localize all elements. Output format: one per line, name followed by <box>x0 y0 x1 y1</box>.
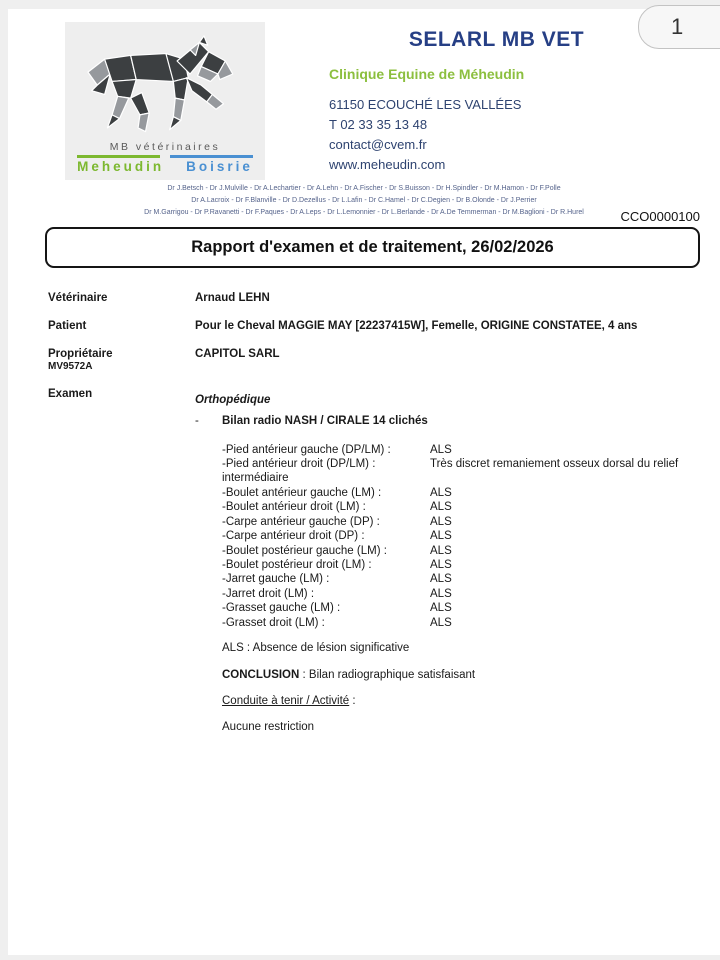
clinic-address-block <box>329 95 664 176</box>
finding-label: -Pied antérieur gauche (DP/LM) : <box>222 443 391 456</box>
logo-divider-green <box>77 155 160 158</box>
company-name: SELARL MB VET <box>408 28 585 51</box>
doctors-line: Dr M.Garrigou - Dr P.Ravanetti - Dr F.Paques - Dr A.Leps - Dr L.Lemonnier - Dr L.Berlande - Dr A.De Temmerman - Dr M.Baglioni - Dr R.Hurel <box>144 208 584 216</box>
finding-row <box>222 443 700 457</box>
logo-name-boisrie: Boisrie <box>186 159 253 174</box>
owner-label: Propriétaire <box>48 347 113 360</box>
finding-value: ALS <box>430 573 452 586</box>
finding-row <box>222 529 700 543</box>
finding-row <box>222 601 700 615</box>
field-patient <box>48 320 700 332</box>
logo-names <box>77 159 253 174</box>
conduct-label: Conduite à tenir / Activité <box>222 694 350 707</box>
finding-row <box>222 486 700 500</box>
finding-row <box>222 500 700 514</box>
finding-value: ALS <box>430 602 452 615</box>
finding-value: ALS <box>430 501 452 514</box>
owner-code: MV9572A <box>48 360 93 372</box>
page-number: 1 <box>671 14 684 39</box>
exam-category: Orthopédique <box>195 393 271 406</box>
conclusion-text: : Bilan radiographique satisfaisant <box>299 668 476 681</box>
doctors-line: Dr A.Lacroix - Dr F.Blanville - Dr D.Dezellus - Dr L.Lafin - Dr C.Hamel - Dr C.Degien - Dr B.Olonde - Dr J.Perrier <box>191 196 537 204</box>
finding-value: ALS <box>430 587 452 600</box>
conclusion-line <box>222 669 700 681</box>
address-line: 61150 ECOUCHÉ LES VALLÉES <box>329 97 522 112</box>
conduct-line <box>222 695 700 707</box>
field-label: Vétérinaire <box>48 291 108 304</box>
field-value: Pour le Cheval MAGGIE MAY [22237415W], Femelle, ORIGINE CONSTATEE, 4 ans <box>195 319 638 332</box>
finding-label: -Jarret gauche (LM) : <box>222 573 330 586</box>
report-title-box <box>45 227 700 268</box>
logo-divider <box>77 155 253 158</box>
finding-label: -Jarret droit (LM) : <box>222 587 315 600</box>
doctors-line: Dr J.Betsch - Dr J.Mulville - Dr A.Lechartier - Dr A.Lehn - Dr A.Fischer - Dr S.Buisson - Dr H.Spindler - Dr M.Hamon - Dr F.Polle <box>167 185 561 192</box>
finding-label: -Boulet antérieur gauche (LM) : <box>222 486 382 499</box>
document-reference: CCO0000100 <box>620 209 700 224</box>
radio-findings-list <box>222 443 700 630</box>
finding-row: intermédiaire <box>222 472 289 485</box>
als-definition: ALS : Absence de lésion significative <box>222 641 410 654</box>
field-label: Patient <box>48 319 87 332</box>
finding-label: -Pied antérieur droit (DP/LM) : <box>222 458 376 471</box>
logo-name-meheudin: Meheudin <box>77 159 165 174</box>
website-line: www.meheudin.com <box>329 157 446 173</box>
bullet-marker: - <box>195 414 199 427</box>
page-number-badge <box>638 5 720 49</box>
finding-label: -Carpe antérieur droit (DP) : <box>222 530 365 543</box>
field-label <box>48 348 195 372</box>
phone-line: T 02 33 35 13 48 <box>329 117 428 133</box>
conduct-suffix: : <box>349 694 356 707</box>
finding-value: ALS <box>430 443 452 456</box>
finding-row <box>222 558 700 572</box>
report-title: Rapport d'examen et de traitement, 26/02/2026 <box>191 237 554 256</box>
finding-row <box>222 457 700 471</box>
clinic-name: Clinique Equine de Méheudin <box>329 66 525 82</box>
finding-row <box>222 616 700 630</box>
finding-value: ALS <box>430 530 452 543</box>
bullet-text: Bilan radio NASH / CIRALE 14 clichés <box>222 414 428 427</box>
letterhead-contact-block <box>329 22 664 180</box>
finding-value: ALS <box>430 515 452 528</box>
report-body <box>8 268 720 733</box>
finding-value: ALS <box>430 544 452 557</box>
document-page <box>8 9 720 955</box>
finding-label: -Carpe antérieur gauche (DP) : <box>222 515 380 528</box>
finding-label: -Grasset droit (LM) : <box>222 616 325 629</box>
finding-value: ALS <box>430 558 452 571</box>
logo-brand-text: MB vétérinaires <box>109 141 221 153</box>
finding-value: ALS <box>430 486 452 499</box>
doctors-list <box>8 183 720 219</box>
field-label: Examen <box>48 387 93 400</box>
conclusion-label: CONCLUSION <box>222 668 300 681</box>
exam-bullet-item <box>195 415 700 427</box>
letterhead <box>8 9 720 180</box>
logo-divider-blue <box>170 155 253 158</box>
exam-block <box>195 388 700 733</box>
email-line: contact@cvem.fr <box>329 137 427 153</box>
finding-row <box>222 515 700 529</box>
field-owner <box>48 348 700 372</box>
field-value: Arnaud LEHN <box>195 291 270 304</box>
finding-row <box>222 587 700 601</box>
field-veterinarian <box>48 292 700 304</box>
finding-label: -Boulet postérieur droit (LM) : <box>222 558 372 571</box>
field-value: CAPITOL SARL <box>195 347 280 360</box>
field-exam <box>48 388 700 733</box>
finding-row <box>222 572 700 586</box>
finding-label: -Boulet antérieur droit (LM) : <box>222 501 366 514</box>
clinic-logo <box>65 22 265 180</box>
finding-value: ALS <box>430 616 452 629</box>
conduct-value: Aucune restriction <box>222 720 315 733</box>
finding-label: -Grasset gauche (LM) : <box>222 602 341 615</box>
finding-value: Très discret remaniement osseux dorsal du relief <box>430 458 679 471</box>
finding-row <box>222 544 700 558</box>
finding-label: -Boulet postérieur gauche (LM) : <box>222 544 387 557</box>
horse-logo-icon <box>76 35 254 139</box>
